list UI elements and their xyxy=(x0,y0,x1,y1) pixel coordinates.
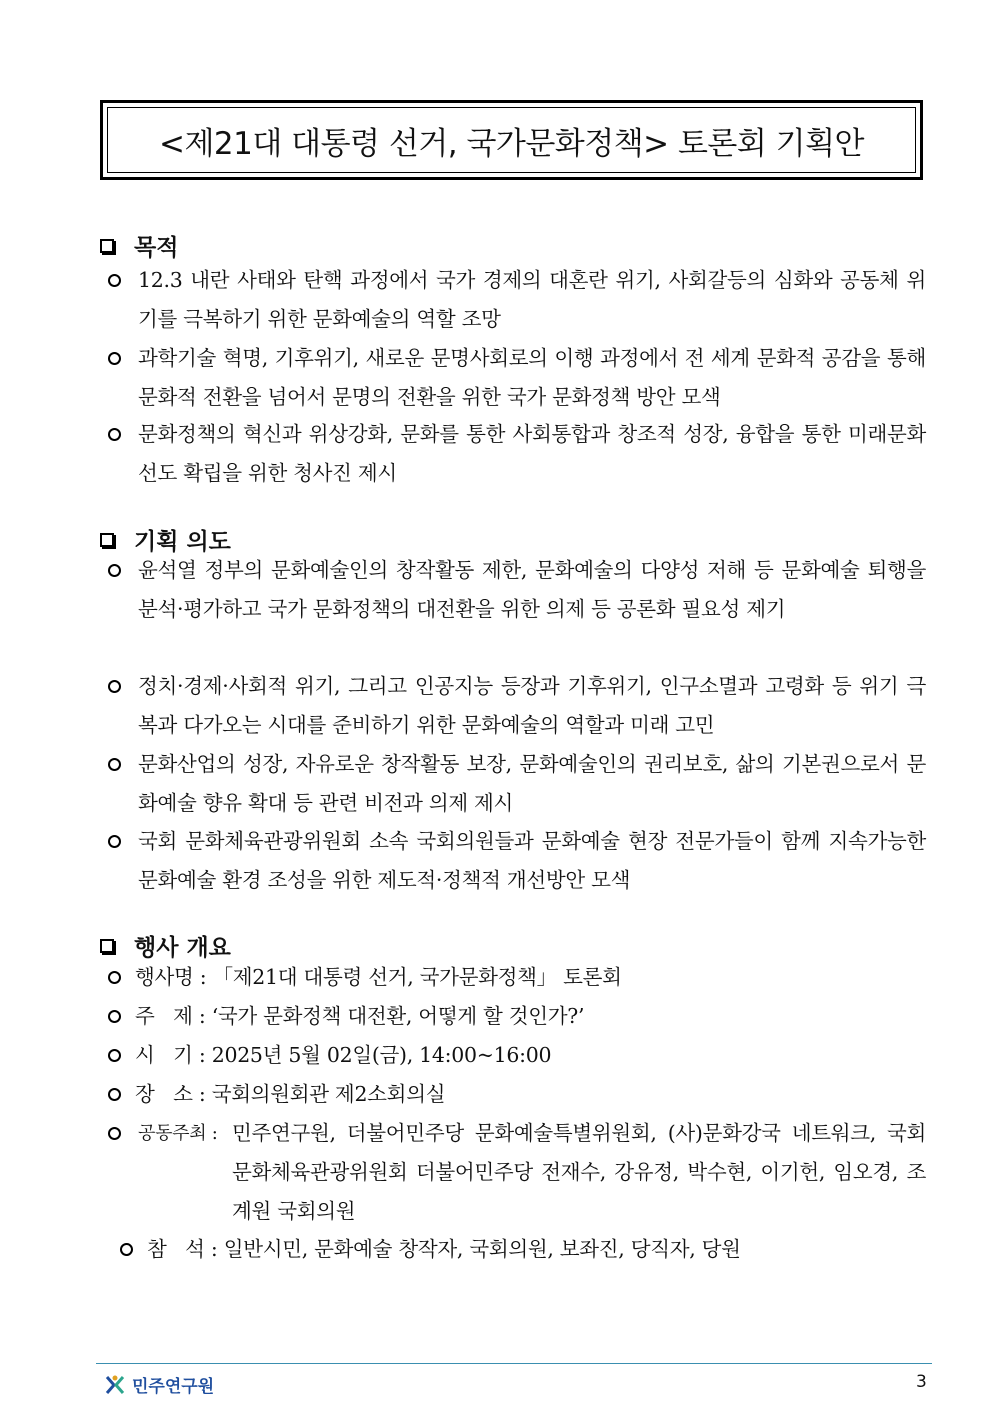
circle-bullet-icon xyxy=(108,835,121,848)
list-item: 과학기술 혁명, 기후위기, 새로운 문명사회로의 이행 과정에서 전 세계 문화적 공감을 통해 문화적 전환을 넘어서 문명의 전환을 위한 국가 문화정책 방안 모색 xyxy=(108,339,926,417)
list-item: 12.3 내란 사태와 탄핵 과정에서 국가 경제의 대혼란 위기, 사회갈등의 심화와 공동체 위기를 극복하기 위한 문화예술의 역할 조망 xyxy=(108,261,926,339)
list-item: 윤석열 정부의 문화예술인의 창작활동 제한, 문화예술의 다양성 저해 등 문화예술 퇴행을 분석·평가하고 국가 문화정책의 대전환을 위한 의제 등 공론화 필요성 제기 xyxy=(108,551,926,629)
circle-bullet-icon xyxy=(120,1243,133,1256)
footer-logo-text: 민주연구원 xyxy=(132,1377,215,1397)
circle-bullet-icon xyxy=(108,680,121,693)
list-item: 문화산업의 성장, 자유로운 창작활동 보장, 문화예술인의 권리보호, 삶의 기본권으로서 문화예술 향유 확대 등 관련 비전과 의제 제시 xyxy=(108,745,926,823)
page-number: 3 xyxy=(916,1372,927,1392)
section-heading-text: 목적 xyxy=(134,235,179,261)
info-row-venue: 장 소 : 국회의원회관 제2소회의실 xyxy=(108,1075,445,1114)
square-bullet-icon xyxy=(100,239,114,253)
circle-bullet-icon xyxy=(108,1088,121,1101)
document-title: <제21대 대통령 선거, 국가문화정책> 토론회 기획안 xyxy=(107,107,916,173)
title-box xyxy=(100,100,923,180)
circle-bullet-icon xyxy=(108,971,121,984)
info-row-attendees: 참 석 : 일반시민, 문화예술 창작자, 국회의원, 보좌진, 당직자, 당원 xyxy=(120,1230,741,1269)
info-row-event-name: 행사명 : 「제21대 대통령 선거, 국가문화정책」 토론회 xyxy=(108,958,622,997)
section-heading-purpose xyxy=(100,229,178,262)
circle-bullet-icon xyxy=(108,1049,121,1062)
circle-bullet-icon xyxy=(108,564,121,577)
info-row-hosts: 공동주최 : 민주연구원, 더불어민주당 문화예술특별위원회, (사)문화강국 네트워크, 국회 문화체육관광위원회 더불어민주당 전재수, 강유정, 박수현, 이기헌, 임오경, 조계원 국회의원 xyxy=(108,1114,926,1231)
info-row-topic: 주 제 : ‘국가 문화정책 대전환, 어떻게 할 것인가?’ xyxy=(108,997,584,1036)
circle-bullet-icon xyxy=(108,1010,121,1023)
square-bullet-icon xyxy=(100,939,114,953)
list-item: 정치·경제·사회적 위기, 그리고 인공지능 등장과 기후위기, 인구소멸과 고령화 등 위기 극복과 다가오는 시대를 준비하기 위한 문화예술의 역할과 미래 고민 xyxy=(108,667,926,745)
circle-bullet-icon xyxy=(108,352,121,365)
info-row-date: 시 기 : 2025년 5월 02일(금), 14:00~16:00 xyxy=(108,1036,551,1075)
circle-bullet-icon xyxy=(108,428,121,441)
square-bullet-icon xyxy=(100,533,114,547)
footer-divider xyxy=(96,1363,932,1364)
list-item: 국회 문화체육관광위원회 소속 국회의원들과 문화예술 현장 전문가들이 함께 지속가능한 문화예술 환경 조성을 위한 제도적·정책적 개선방안 모색 xyxy=(108,822,926,900)
logo-icon xyxy=(104,1374,126,1396)
section-heading-text: 행사 개요 xyxy=(134,935,231,961)
circle-bullet-icon xyxy=(108,758,121,771)
footer-logo xyxy=(104,1372,214,1397)
circle-bullet-icon xyxy=(108,1127,121,1140)
section-heading-text: 기획 의도 xyxy=(134,529,231,555)
circle-bullet-icon xyxy=(108,274,121,287)
list-item: 문화정책의 혁신과 위상강화, 문화를 통한 사회통합과 창조적 성장, 융합을 통한 미래문화 선도 확립을 위한 청사진 제시 xyxy=(108,415,926,493)
